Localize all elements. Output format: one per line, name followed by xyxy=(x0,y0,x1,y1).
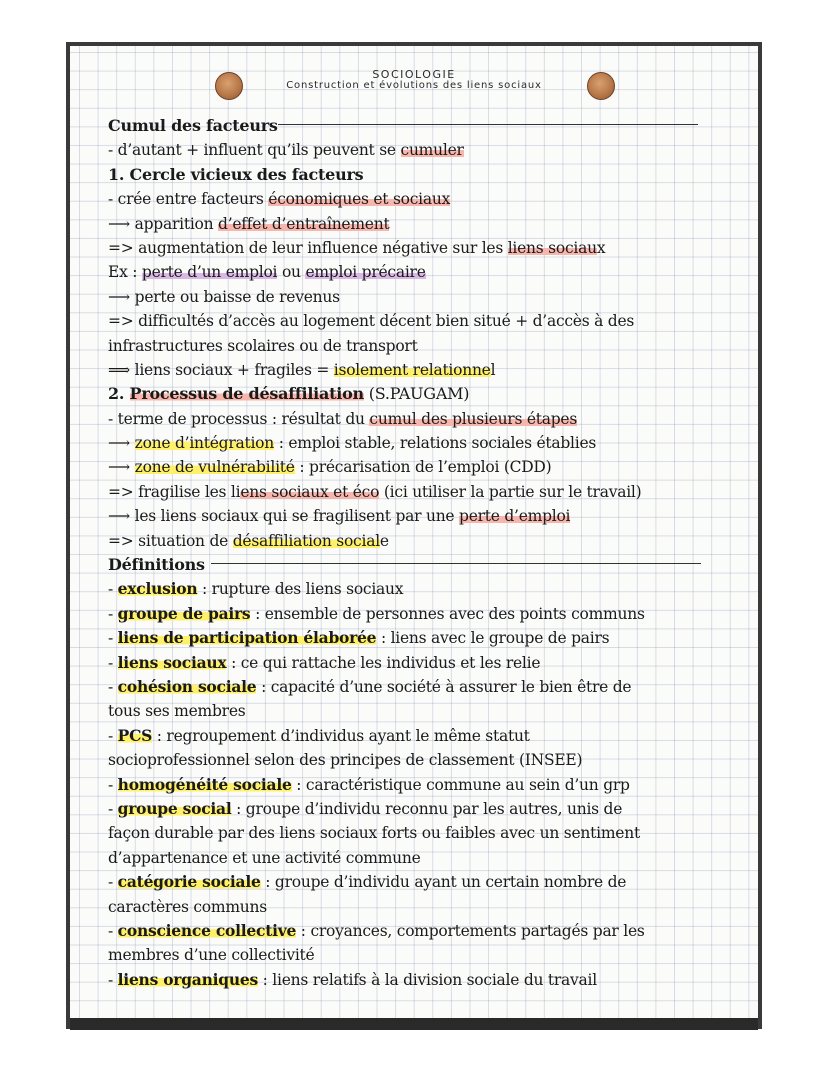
definition-term: liens sociaux xyxy=(117,652,227,672)
definition-item: - groupe de pairs : ensemble de personnes avec des points communs xyxy=(108,603,645,623)
definition-term: groupe social xyxy=(117,798,232,818)
definition-term: liens de participation élaborée xyxy=(117,628,377,648)
definition-text: : croyances, comportements partagés par les xyxy=(296,921,645,940)
definition-continuation: caractères communs xyxy=(108,897,267,916)
header-title: SOCIOLOGIE xyxy=(372,68,456,81)
definition-text: : caractéristique commune au sein d’un grp xyxy=(291,775,630,794)
heading-definitions: Définitions xyxy=(108,553,748,577)
definition-item: - PCS : regroupement d’individus ayant le même statut xyxy=(108,725,530,745)
note-line: => difficultés d’accès au logement décent bien situé + d’accès à des xyxy=(108,312,635,331)
definition-term: PCS xyxy=(117,725,153,745)
grid-paper-sheet xyxy=(70,46,758,1018)
note-line: Ex : perte d’un emploi ou emploi précaire xyxy=(108,263,426,282)
definition-term: exclusion xyxy=(117,579,198,599)
note-line: ⟹ liens sociaux + fragiles = isolement relationnel xyxy=(108,360,496,379)
definition-item: - catégorie sociale : groupe d’individu ayant un certain nombre de xyxy=(108,872,627,892)
definition-text: : capacité d’une société à assurer le bien être de xyxy=(256,677,632,696)
definition-text: : ensemble de personnes avec des points communs xyxy=(250,604,645,623)
definition-term: liens organiques xyxy=(117,969,258,989)
definition-item: - liens organiques : liens relatifs à la division sociale du travail xyxy=(108,969,597,989)
definition-text: : ce qui rattache les individus et les relie xyxy=(226,653,541,672)
definition-text: : rupture des liens sociaux xyxy=(197,580,404,599)
note-line: ⟶ perte ou baisse de revenus xyxy=(108,287,340,306)
definition-term: groupe de pairs xyxy=(117,603,251,623)
definitions-rule xyxy=(211,563,701,564)
note-line: infrastructures scolaires ou de transport xyxy=(108,336,418,355)
definition-term: catégorie sociale xyxy=(117,872,261,892)
note-line: ⟶ apparition d’effet d’entraînement xyxy=(108,214,390,233)
definition-text: : liens relatifs à la division sociale du travail xyxy=(257,970,597,989)
definition-item: - liens de participation élaborée : liens avec le groupe de pairs xyxy=(108,628,610,648)
note-line: => situation de désaffiliation sociale xyxy=(108,531,389,550)
definition-continuation: tous ses membres xyxy=(108,702,246,721)
definition-item: - cohésion sociale : capacité d’une société à assurer le bien être de xyxy=(108,676,632,696)
heading-rule xyxy=(278,124,698,125)
definition-continuation: d’appartenance et une activité commune xyxy=(108,848,421,867)
note-line: ⟶ les liens sociaux qui se fragilisent par une perte d’emploi xyxy=(108,507,571,526)
definition-term: conscience collective xyxy=(117,920,297,940)
note-line: - crée entre facteurs économiques et sociaux xyxy=(108,190,451,209)
definition-continuation: façon durable par des liens sociaux forts ou faibles avec un sentiment xyxy=(108,824,640,843)
note-line: => augmentation de leur influence négative sur les liens sociaux xyxy=(108,238,606,257)
definition-continuation: membres d’une collectivité xyxy=(108,946,315,965)
definition-text: : regroupement d’individus ayant le même statut xyxy=(152,726,530,745)
note-line: ⟶ zone de vulnérabilité : précarisation de l’emploi (CDD) xyxy=(108,458,552,477)
definition-text: : liens avec le groupe de pairs xyxy=(376,629,610,648)
section-2-title: 2. Processus de désaffiliation (S.PAUGAM) xyxy=(108,384,470,404)
definition-term: homogénéité sociale xyxy=(117,774,292,794)
definition-item: - homogénéité sociale : caractéristique commune au sein d’un grp xyxy=(108,774,630,794)
definition-continuation: socioprofessionnel selon des principes de classement (INSEE) xyxy=(108,751,583,770)
page-shadow xyxy=(70,1018,758,1030)
section-1-title: 1. Cercle vicieux des facteurs xyxy=(108,164,364,184)
definition-item: - groupe social : groupe d’individu reconnu par les autres, unis de xyxy=(108,798,623,818)
definition-text: : groupe d’individu ayant un certain nombre de xyxy=(260,873,627,892)
definitions-list xyxy=(108,577,748,992)
heading-cumul: Cumul des facteurs xyxy=(108,114,748,138)
definition-item: - liens sociaux : ce qui rattache les individus et les relie xyxy=(108,652,541,672)
definition-item: - conscience collective : croyances, comportements partagés par les xyxy=(108,920,645,940)
header-subtitle: Construction et évolutions des liens sociaux xyxy=(286,80,542,91)
definition-item: - exclusion : rupture des liens sociaux xyxy=(108,579,404,599)
note-line: ⟶ zone d’intégration : emploi stable, relations sociales établies xyxy=(108,434,597,453)
note-line: - terme de processus : résultat du cumul des plusieurs étapes xyxy=(108,409,578,428)
definition-term: cohésion sociale xyxy=(117,676,257,696)
note-line: - d’autant + influent qu’ils peuvent se cumuler xyxy=(108,141,464,160)
definition-text: : groupe d’individu reconnu par les autres, unis de xyxy=(231,799,623,818)
notes-content xyxy=(108,114,748,992)
note-line: => fragilise les liens sociaux et éco (ici utiliser la partie sur le travail) xyxy=(108,482,642,501)
